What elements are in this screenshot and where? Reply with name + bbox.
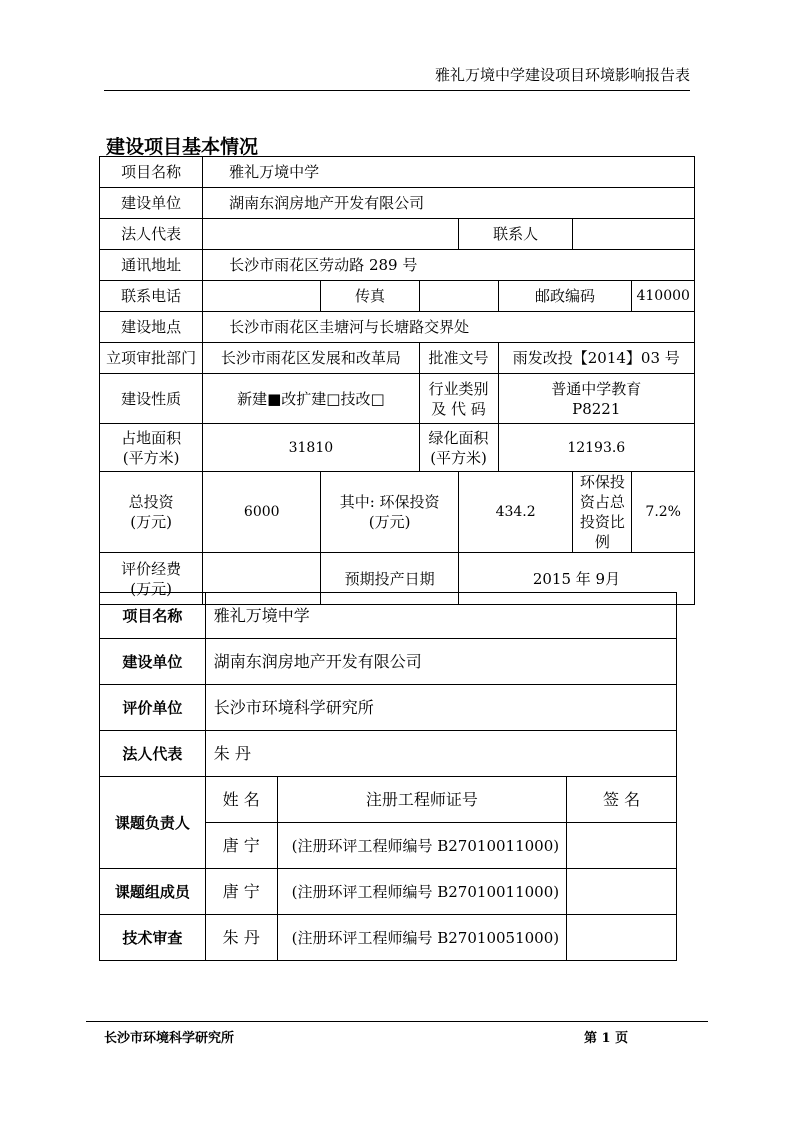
industry-value [498, 374, 694, 424]
area-value: 31810 [203, 424, 419, 472]
industry-label [419, 374, 498, 424]
review-sign [567, 915, 677, 961]
staff-builder-value: 湖南东润房地产开发有限公司 [205, 639, 676, 685]
green-label-line1: 绿化面积 [428, 428, 489, 447]
review-cert: (注册环评工程师编号 B27010051000) [277, 915, 567, 961]
leader-name: 唐 宁 [205, 823, 277, 869]
section-title: 建设项目基本情况 [106, 136, 259, 158]
invest-label [100, 472, 203, 553]
leader-label: 课题负责人 [100, 777, 206, 869]
basic-info-table [99, 156, 695, 605]
member-sign [567, 869, 677, 915]
env-invest-label-line2: (万元) [368, 513, 411, 531]
invest-value: 6000 [203, 472, 321, 553]
builder-label: 建设单位 [100, 188, 203, 219]
col-cert-header: 注册工程师证号 [277, 777, 567, 823]
builder-value: 湖南东润房地产开发有限公司 [203, 188, 695, 219]
leader-sign [567, 823, 677, 869]
contact-value [573, 219, 695, 250]
ratio-label [573, 472, 632, 553]
member-label: 课题组成员 [100, 869, 206, 915]
review-label: 技术审查 [100, 915, 206, 961]
fax-label: 传真 [321, 281, 419, 312]
approval-dept-value: 长沙市雨花区发展和改革局 [203, 343, 419, 374]
start-label: 预期投产日期 [321, 553, 459, 605]
project-name-label: 项目名称 [100, 157, 203, 188]
site-label: 建设地点 [100, 312, 203, 343]
contact-label: 联系人 [458, 219, 572, 250]
staff-project-name-value: 雅礼万境中学 [205, 593, 676, 639]
approval-dept-label: 立项审批部门 [100, 343, 203, 374]
invest-label-line1: 总投资 [128, 493, 174, 511]
phone-value [203, 281, 321, 312]
approval-no-value: 雨发改投【2014】03 号 [498, 343, 694, 374]
env-invest-value: 434.2 [458, 472, 572, 553]
env-invest-label [321, 472, 459, 553]
industry-label-line1: 行业类别 [428, 379, 489, 398]
leader-cert: (注册环评工程师编号 B27010011000) [277, 823, 567, 869]
member-cert: (注册环评工程师编号 B27010011000) [277, 869, 567, 915]
staff-project-name-label: 项目名称 [100, 593, 206, 639]
fee-label-line2: (万元) [130, 579, 172, 598]
ratio-label-line2: 投资比例 [579, 513, 625, 551]
nature-label: 建设性质 [100, 374, 203, 424]
page-number: 第 1 页 [584, 1031, 629, 1046]
address-label: 通讯地址 [100, 250, 203, 281]
evaluator-value: 长沙市环境科学研究所 [205, 685, 676, 731]
green-value: 12193.6 [498, 424, 694, 472]
area-label-line2: (平方米) [122, 448, 180, 467]
env-invest-label-line1: 其中: 环保投资 [339, 493, 440, 511]
invest-label-line2: (万元) [130, 513, 172, 531]
green-label [419, 424, 498, 472]
ratio-value: 7.2% [632, 472, 695, 553]
postcode-value: 410000 [632, 281, 695, 312]
evaluator-label: 评价单位 [100, 685, 206, 731]
industry-label-line2: 及 代 码 [431, 399, 486, 418]
footer-divider [86, 1021, 708, 1022]
green-label-line2: (平方米) [430, 448, 487, 467]
header-divider [104, 90, 690, 91]
col-name-header: 姓 名 [205, 777, 277, 823]
nature-value: 新建■改扩建□技改□ [203, 374, 419, 424]
address-value: 长沙市雨花区劳动路 289 号 [203, 250, 695, 281]
site-value: 长沙市雨花区圭塘河与长塘路交界处 [203, 312, 695, 343]
member-name: 唐 宁 [205, 869, 277, 915]
start-value: 2015 年 9月 [458, 553, 694, 605]
staff-builder-label: 建设单位 [100, 639, 206, 685]
fax-value [419, 281, 498, 312]
phone-label: 联系电话 [100, 281, 203, 312]
legal-rep-value [203, 219, 459, 250]
fee-label-line1: 评价经费 [121, 559, 182, 578]
staff-legal-rep-label: 法人代表 [100, 731, 206, 777]
staff-table [99, 592, 677, 961]
project-name-value: 雅礼万境中学 [203, 157, 695, 188]
header-title: 雅礼万境中学建设项目环境影响报告表 [434, 66, 690, 84]
approval-no-label: 批准文号 [419, 343, 498, 374]
area-label-line1: 占地面积 [121, 428, 182, 447]
staff-legal-rep-value: 朱 丹 [205, 731, 676, 777]
footer-organization: 长沙市环境科学研究所 [104, 1031, 235, 1046]
postcode-label: 邮政编码 [498, 281, 632, 312]
industry-value-line1: 普通中学教育 [551, 379, 642, 398]
legal-rep-label: 法人代表 [100, 219, 203, 250]
col-sign-header: 签 名 [567, 777, 677, 823]
industry-value-line2: P8221 [572, 399, 621, 418]
area-label [100, 424, 203, 472]
ratio-label-line1: 环保投资占总 [579, 473, 625, 511]
review-name: 朱 丹 [205, 915, 277, 961]
